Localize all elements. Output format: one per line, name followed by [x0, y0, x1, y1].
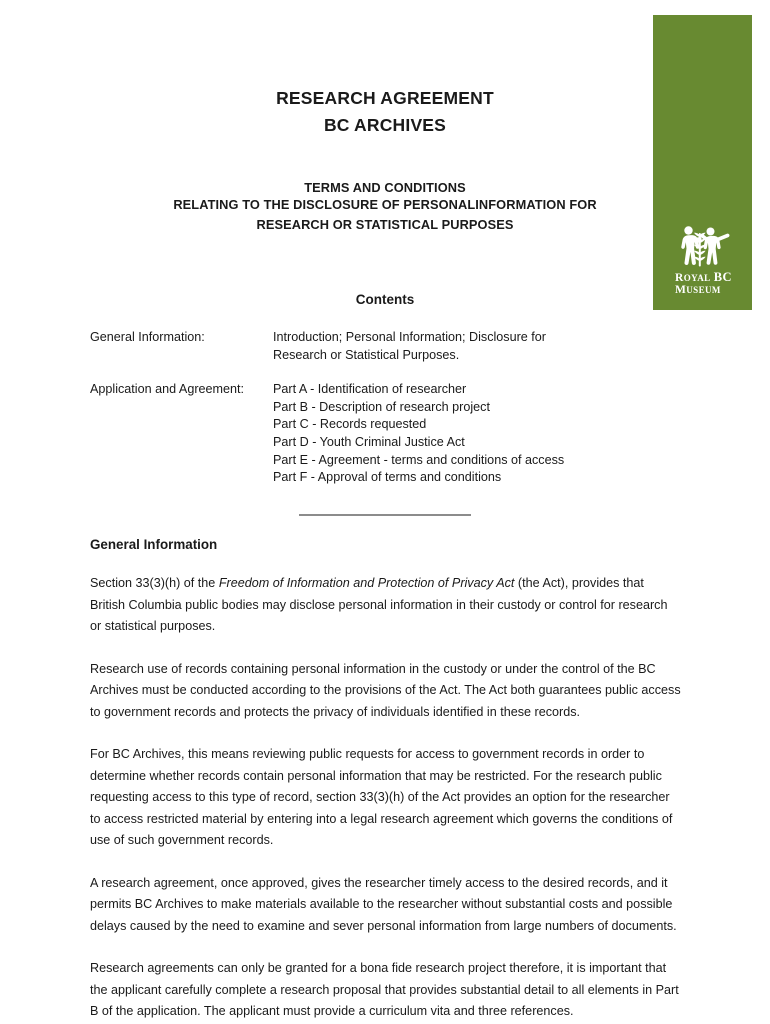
logo-wordmark-royal-bc: ROYAL BC	[675, 269, 732, 284]
contents-row	[90, 329, 680, 364]
act-title-italic: Freedom of Information and Protection of Privacy Act	[218, 576, 515, 590]
document-subtitle-line-2: RELATING TO THE DISCLOSURE OF PERSONALINFORMATION FOR	[173, 197, 597, 212]
document-title-line-1: RESEARCH AGREEMENT	[276, 88, 494, 108]
paragraph-4: A research agreement, once approved, gives the researcher timely access to the desired records, and it permits BC Archives to make materials available to the researcher without substantial costs and possible delays caused by the need to examine and sever personal information from large numbers of documents.	[90, 875, 677, 933]
contents-entry-part-b: Part B - Description of research project	[273, 399, 490, 414]
paragraph-5: Research agreements can only be granted for a bona fide research project therefore, it is important that the applicant carefully complete a research proposal that provides substantial detail to all elements in Part B of the application. The applicant must provide a curriculum vita and three references.	[90, 961, 679, 1018]
general-information-heading: General Information	[90, 537, 218, 552]
contents-row-values	[273, 329, 680, 364]
document-subtitle-line-3: RESEARCH OR STATISTICAL PURPOSES	[256, 217, 514, 232]
document-subtitle-line-1: TERMS AND CONDITIONS	[304, 180, 466, 195]
general-information-body	[90, 573, 682, 1023]
contents-row	[90, 381, 680, 487]
contents-entry-part-f: Part F - Approval of terms and conditions	[273, 470, 502, 485]
paragraph-3: For BC Archives, this means reviewing public requests for access to government records in order to determine whether records contain personal information that may be restricted. For the research public requesting access to this type of record, section 33(3)(h) of the Act provides an option for the researcher to access restricted material by entering into a legal research agreement which governs the conditions of use of such government records.	[90, 747, 673, 847]
contents-row-values	[273, 381, 680, 487]
paragraph-1	[90, 573, 682, 638]
contents-entry-part-d: Part D - Youth Criminal Justice Act	[273, 434, 465, 449]
paragraph-1-text-after: (the Act), provides that British Columbia public bodies may disclose personal information in their custody or control for research or statistical purposes.	[90, 576, 668, 633]
contents-heading: Contents	[355, 292, 415, 307]
contents-entry: Introduction; Personal Information; Disclosure for	[273, 330, 546, 344]
contents-list	[90, 329, 680, 487]
paragraph-2: Research use of records containing personal information in the custody or under the control of the BC Archives must be conducted according to the provisions of the Act. The Act both guarantees public access to government records and protects the privacy of individuals identified in these records.	[90, 661, 681, 719]
document-title-line-2: BC ARCHIVES	[323, 115, 447, 135]
royal-bc-museum-logo-banner	[653, 15, 752, 310]
contents-row-label: General Information:	[90, 330, 205, 344]
contents-entry: Research or Statistical Purposes.	[273, 347, 460, 362]
paragraph-1-text-before: Section 33(3)(h) of the	[90, 576, 219, 590]
contents-entry-part-a: Part A - Identification of researcher	[273, 382, 467, 397]
section-divider	[299, 514, 471, 516]
logo-wordmark-museum: MUSEUM	[675, 283, 721, 296]
contents-entry-part-c: Part C - Records requested	[273, 417, 427, 432]
contents-row-label: Application and Agreement:	[90, 382, 245, 397]
contents-entry-part-e: Part E - Agreement - terms and conditions of access	[273, 452, 565, 467]
